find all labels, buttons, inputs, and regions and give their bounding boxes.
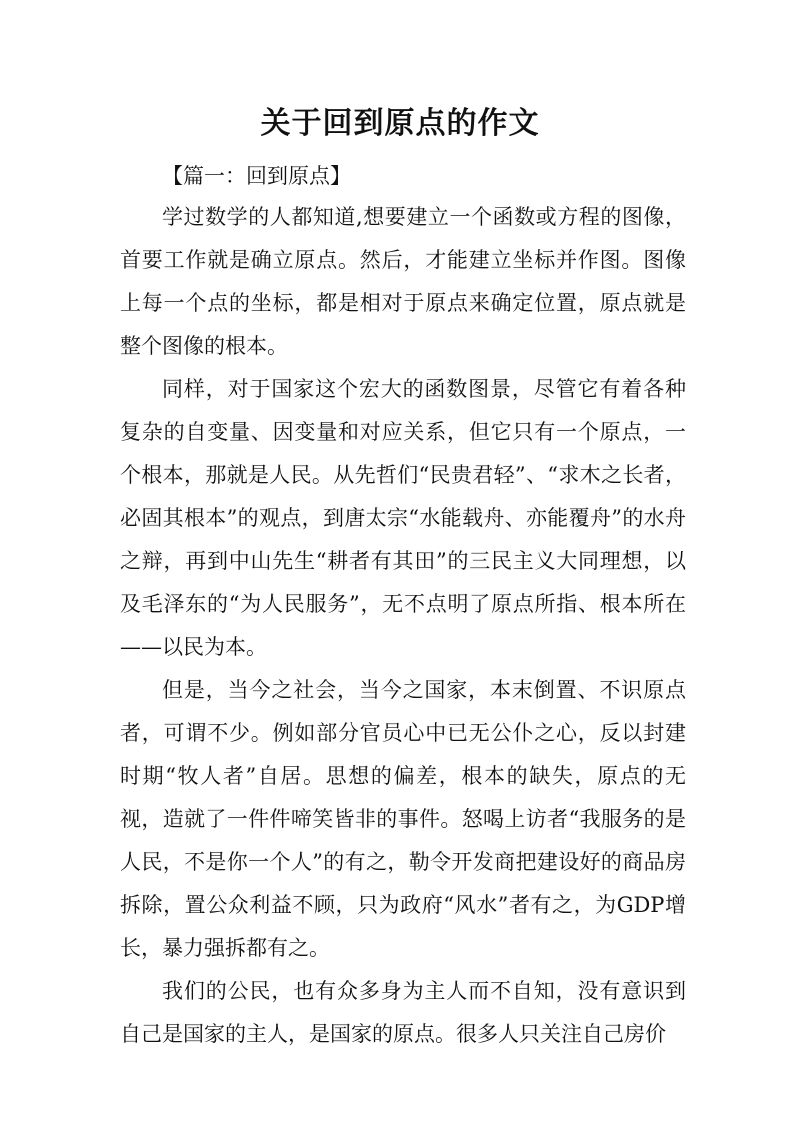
body-text [120,196,686,1056]
paragraph: 我们的公民，也有众多身为主人而不自知，没有意识到自己是国家的主人，是国家的原点。很多人只关注自己房价 [120,979,686,1046]
section-label: 【篇一：回到原点】 [162,164,351,188]
document-title: 关于回到原点的作文 [260,106,540,141]
paragraph: 学过数学的人都知道,想要建立一个函数或方程的图像，首要工作就是确立原点。然后，才能建立坐标并作图。图像上每一个点的坐标，都是相对于原点来确定位置，原点就是整个图像的根本。 [120,205,686,358]
paragraph: 但是，当今之社会，当今之国家，本末倒置、不识原点者，可谓不少。例如部分官员心中已无公仆之心，反以封建时期“牧人者”自居。思想的偏差，根本的缺失，原点的无视，造就了一件件啼笑皆非的事件。怒喝上访者“我服务的是人民，不是你一个人”的有之，勒令开发商把建设好的商品房拆除，置公众利益不顾，只为政府“风水”者有之，为GDP增长，暴力强拆都有之。 [120,678,686,960]
paragraph: 同样，对于国家这个宏大的函数图景，尽管它有着各种复杂的自变量、因变量和对应关系，但它只有一个原点，一个根本，那就是人民。从先哲们“民贵君轻”、“求木之长者，必固其根本”的观点，到唐太宗“水能载舟、亦能覆舟”的水舟之辩，再到中山先生“耕者有其田”的三民主义大同理想，以及毛泽东的“为人民服务”，无不点明了原点所指、根本所在——以民为本。 [120,377,686,659]
